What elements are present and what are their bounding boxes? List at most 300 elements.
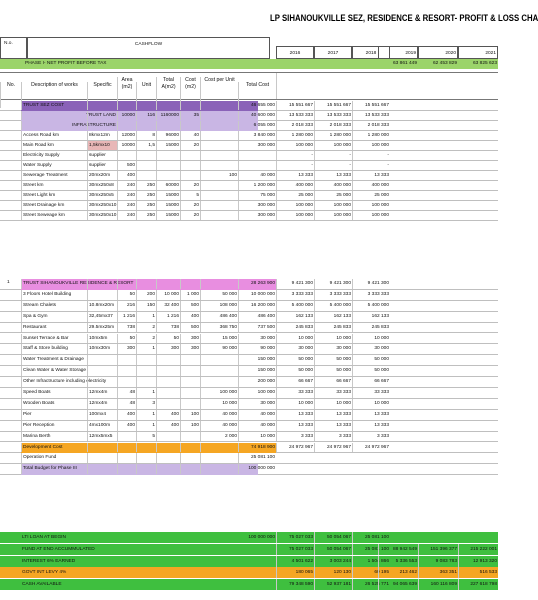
table-row bbox=[0, 377, 498, 388]
summary-label: INTEREST 6% EARNED bbox=[22, 558, 76, 564]
cell-cost bbox=[180, 464, 200, 474]
summary-year: 3 003 244 bbox=[314, 556, 352, 567]
phase-label: PHASE I- NET PROFIT BEFORE TAX bbox=[25, 61, 107, 66]
summary-year: 26 525 771 bbox=[352, 579, 390, 590]
summary-year: 5 336 553 bbox=[378, 556, 418, 567]
cell-unit bbox=[136, 464, 156, 474]
cell-cost: 20 bbox=[180, 211, 200, 220]
cell-ta: 15000 bbox=[156, 141, 180, 150]
cell-year: 162 133 bbox=[314, 312, 352, 322]
cell-year: 10 000 bbox=[352, 334, 390, 344]
cell-cpu bbox=[200, 141, 238, 150]
cell-area: 400 bbox=[117, 410, 136, 420]
cell-year: 100 000 bbox=[352, 201, 390, 210]
cell-year: 50 000 bbox=[314, 355, 352, 365]
cell-cost: 20 bbox=[180, 181, 200, 190]
cell-year: 3 333 333 bbox=[314, 290, 352, 300]
cell-tc: 486 400 bbox=[238, 312, 276, 322]
cell-area: 50 bbox=[117, 334, 136, 344]
cell-cost: 40 bbox=[180, 131, 200, 140]
cell-spec: 1,5kmx10 bbox=[87, 141, 117, 150]
cell-area bbox=[117, 101, 136, 110]
cell-year: 3 333 333 bbox=[352, 290, 390, 300]
cell-year: 50 000 bbox=[276, 366, 314, 376]
cell-year: - bbox=[314, 161, 352, 170]
cell-ta bbox=[156, 151, 180, 160]
cell-cpu bbox=[200, 151, 238, 160]
cell-ta: 50 bbox=[156, 334, 180, 344]
cell-unit: 150 bbox=[136, 301, 156, 311]
summary-label: LTI LOAN AT BEGIN bbox=[22, 535, 66, 540]
cell-year: 13 333 bbox=[352, 421, 390, 431]
year-label: 2021 bbox=[485, 51, 496, 56]
cell-year: 1 280 000 bbox=[314, 131, 352, 140]
cell-area bbox=[117, 464, 136, 474]
cell-year: 1 280 000 bbox=[276, 131, 314, 140]
table-row bbox=[0, 301, 498, 312]
cell-year: 100 000 bbox=[352, 141, 390, 150]
col-total-area: Total A(m2) bbox=[156, 77, 180, 103]
cell-year: 30 000 bbox=[352, 344, 390, 354]
cell-ta: 15000 bbox=[156, 211, 180, 220]
cell-tc: 1 200 000 bbox=[238, 181, 276, 190]
cell-year: 245 833 bbox=[352, 323, 390, 333]
cell-unit: 200 bbox=[136, 290, 156, 300]
row-description: 3 Floors Hotel Building bbox=[21, 290, 87, 300]
cell-spec: 12mx4m bbox=[87, 399, 117, 409]
table-row bbox=[0, 141, 498, 151]
cell-spec bbox=[87, 453, 117, 463]
sheet-title: LP SIHANOUKVILLE SEZ, RESIDENCE & RESORT- PROFIT & LOSS CHA bbox=[270, 13, 538, 24]
cell-year: 50 000 bbox=[352, 366, 390, 376]
summary-year: 60 195 bbox=[352, 567, 390, 578]
cell-unit bbox=[136, 377, 156, 387]
phase-value-2021: 63 825 623 bbox=[472, 61, 497, 66]
cell-unit: 1 bbox=[136, 312, 156, 322]
cell-year: - bbox=[276, 161, 314, 170]
cell-unit: 1 bbox=[136, 410, 156, 420]
cell-year: 13 333 bbox=[352, 410, 390, 420]
year-box bbox=[378, 46, 418, 59]
year-label: 2016 bbox=[289, 51, 301, 56]
cell-area: 48 bbox=[117, 399, 136, 409]
cell-cost: 35 bbox=[180, 111, 200, 120]
no-header: N.o. bbox=[4, 41, 13, 46]
cell-year: - bbox=[352, 151, 390, 160]
cell-year: 245 833 bbox=[314, 323, 352, 333]
cell-unit bbox=[136, 443, 156, 453]
cell-ta: 738 bbox=[156, 323, 180, 333]
cell-cost bbox=[180, 355, 200, 365]
summary-year: 50 054 067 bbox=[314, 544, 352, 555]
cell-ta bbox=[156, 121, 180, 130]
cell-cost: 1 000 bbox=[180, 290, 200, 300]
cell-unit bbox=[136, 355, 156, 365]
table-row bbox=[0, 161, 498, 171]
cell-area bbox=[117, 279, 136, 289]
cell-year: 30 000 bbox=[276, 344, 314, 354]
cashflow-header: CASHFLOW bbox=[134, 42, 163, 47]
cell-ta: 300 bbox=[156, 344, 180, 354]
cell-spec: 10.8mx20m bbox=[87, 301, 117, 311]
cell-cost bbox=[180, 171, 200, 180]
table-row bbox=[0, 344, 498, 355]
cell-cpu bbox=[200, 453, 238, 463]
cell-area bbox=[117, 121, 136, 130]
cell-year: 66 667 bbox=[276, 377, 314, 387]
cell-area bbox=[117, 366, 136, 376]
cell-tc: 300 000 bbox=[238, 201, 276, 210]
cell-tc: 300 000 bbox=[238, 211, 276, 220]
col-unit: Unit bbox=[136, 82, 156, 108]
cell-ta: 60000 bbox=[156, 181, 180, 190]
cell-spec bbox=[87, 121, 117, 130]
table-row bbox=[0, 323, 498, 334]
cell-year: 3 333 333 bbox=[276, 290, 314, 300]
cell-cost bbox=[180, 279, 200, 289]
row-description: Electricity Supply bbox=[21, 151, 87, 160]
summary-year: 180 065 bbox=[276, 567, 314, 578]
row-description: TRUST SEZ COST bbox=[21, 101, 221, 110]
cell-unit bbox=[136, 121, 156, 130]
summary-year: 79 348 590 bbox=[276, 579, 314, 590]
cell-spec bbox=[87, 101, 117, 110]
table-row bbox=[0, 191, 498, 201]
summary-label: CASH AVAILABLE bbox=[22, 582, 62, 588]
phase-row bbox=[0, 59, 498, 69]
cell-tc: 30 000 bbox=[238, 399, 276, 409]
cell-year: 24 972 967 bbox=[276, 443, 314, 453]
table-row bbox=[0, 355, 498, 366]
summary-total bbox=[238, 556, 276, 567]
cell-ta bbox=[156, 101, 180, 110]
cell-tc: 40 000 bbox=[238, 410, 276, 420]
cell-unit: 1 bbox=[136, 421, 156, 431]
cell-area: 240 bbox=[117, 201, 136, 210]
summary-row bbox=[0, 532, 498, 543]
cell-year: 2 018 333 bbox=[352, 121, 390, 130]
table-row bbox=[0, 432, 498, 443]
cell-cpu bbox=[200, 279, 238, 289]
cell-cost: 100 bbox=[180, 410, 200, 420]
cell-ta: 15000 bbox=[156, 191, 180, 200]
cell-area: 500 bbox=[117, 161, 136, 170]
cell-cpu bbox=[200, 121, 238, 130]
cell-cost: 300 bbox=[180, 334, 200, 344]
row-description: Marina Berth bbox=[21, 432, 87, 442]
cell-cpu bbox=[200, 211, 238, 220]
cell-cost bbox=[180, 161, 200, 170]
cell-unit: 3 bbox=[136, 399, 156, 409]
cell-unit: 8 bbox=[136, 131, 156, 140]
summary-year: 88 942 549 bbox=[378, 544, 418, 555]
cell-cost bbox=[180, 101, 200, 110]
row-description: Main Road km bbox=[21, 141, 87, 150]
cell-tc bbox=[238, 161, 276, 170]
cell-year: 5 400 000 bbox=[314, 301, 352, 311]
cell-cost bbox=[180, 453, 200, 463]
col-specific: Specific bbox=[87, 82, 117, 108]
cell-unit bbox=[136, 366, 156, 376]
year-label: 2020 bbox=[445, 51, 456, 56]
cell-year: 2 018 333 bbox=[314, 121, 352, 130]
cell-cpu: 108 000 bbox=[200, 301, 238, 311]
cell-ta bbox=[156, 161, 180, 170]
cell-year: 13 333 bbox=[276, 410, 314, 420]
cell-year: 25 000 bbox=[276, 191, 314, 200]
cell-cost bbox=[180, 399, 200, 409]
section2-no: 1 bbox=[7, 280, 10, 285]
row-description: Street Seweage km bbox=[21, 211, 87, 220]
summary-year: 9 083 783 bbox=[418, 556, 458, 567]
cell-cpu bbox=[200, 101, 238, 110]
cell-unit: 2 bbox=[136, 334, 156, 344]
cell-ta: 96000 bbox=[156, 131, 180, 140]
cell-ta bbox=[156, 355, 180, 365]
cell-area bbox=[117, 377, 136, 387]
cell-unit bbox=[136, 151, 156, 160]
cell-cpu: 40 000 bbox=[200, 421, 238, 431]
cell-cost bbox=[180, 121, 200, 130]
cell-cpu bbox=[200, 131, 238, 140]
row-description: Water Supply bbox=[21, 161, 87, 170]
cell-year: 100 000 bbox=[276, 141, 314, 150]
cell-year: 25 000 bbox=[352, 191, 390, 200]
cell-ta bbox=[156, 388, 180, 398]
cell-cpu: 2 000 bbox=[200, 432, 238, 442]
summary-row bbox=[0, 544, 498, 555]
cell-year: 50 000 bbox=[276, 355, 314, 365]
cell-ta: 1 216 bbox=[156, 312, 180, 322]
cell-cpu bbox=[200, 161, 238, 170]
cell-tc: 150 000 bbox=[238, 355, 276, 365]
cell-tc: 737 500 bbox=[238, 323, 276, 333]
cell-year: 33 333 bbox=[352, 388, 390, 398]
cell-tc: 100 000 000 bbox=[238, 464, 276, 474]
cell-ta bbox=[156, 171, 180, 180]
cell-tc: 28 263 900 bbox=[238, 279, 276, 289]
table-row bbox=[0, 151, 498, 161]
cell-year: 13 533 333 bbox=[314, 111, 352, 120]
cell-cpu bbox=[200, 377, 238, 387]
table-row bbox=[0, 366, 498, 377]
table-row bbox=[0, 464, 498, 475]
cell-year: 100 000 bbox=[276, 201, 314, 210]
cell-year: 66 667 bbox=[314, 377, 352, 387]
cell-spec: 32,45mx37 bbox=[87, 312, 117, 322]
cell-tc: 75 000 bbox=[238, 191, 276, 200]
summary-year: 120 130 bbox=[314, 567, 352, 578]
col-no: No. bbox=[0, 82, 21, 108]
cell-ta: 10 000 bbox=[156, 290, 180, 300]
row-description: Spa & Gym bbox=[21, 312, 87, 322]
cell-year: 15 551 667 bbox=[314, 101, 352, 110]
summary-label: FUND AT END ACCUMMULATED bbox=[22, 546, 95, 552]
summary-row bbox=[0, 556, 498, 567]
cell-cost bbox=[180, 432, 200, 442]
cell-year: 5 400 000 bbox=[276, 301, 314, 311]
row-description: Pier bbox=[21, 410, 87, 420]
table-row bbox=[0, 121, 498, 131]
cell-cost: 20 bbox=[180, 201, 200, 210]
cell-spec: 30mx250x10 bbox=[89, 213, 117, 218]
cell-year: 25 000 bbox=[314, 191, 352, 200]
row-description: Clean Water & Water Storage bbox=[21, 366, 221, 376]
cell-spec: 10mx30m bbox=[87, 344, 117, 354]
cell-year: 3 333 bbox=[352, 432, 390, 442]
cell-year: 24 972 967 bbox=[352, 443, 390, 453]
cell-ta: 400 bbox=[156, 410, 180, 420]
cell-spec bbox=[87, 377, 117, 387]
cell-tc: 40 000 bbox=[238, 171, 276, 180]
cell-unit: 116 bbox=[136, 111, 156, 120]
cell-area: 216 bbox=[117, 301, 136, 311]
cell-tc: 90 000 bbox=[238, 344, 276, 354]
cell-year: 162 133 bbox=[276, 312, 314, 322]
cell-cost bbox=[180, 377, 200, 387]
cell-year: 13 533 333 bbox=[352, 111, 390, 120]
cell-unit: 1 bbox=[136, 388, 156, 398]
cell-year: 10 000 bbox=[276, 334, 314, 344]
cell-cost bbox=[180, 151, 200, 160]
cell-spec: 100mx4 bbox=[87, 410, 117, 420]
summary-year: 75 027 033 bbox=[276, 532, 314, 543]
cell-tc: 16 200 000 bbox=[238, 301, 276, 311]
cell-cpu: 50 000 bbox=[200, 290, 238, 300]
table-row bbox=[0, 211, 498, 221]
cell-year: 100 000 bbox=[314, 141, 352, 150]
cell-ta bbox=[156, 453, 180, 463]
cell-year: 100 000 bbox=[314, 211, 352, 220]
cell-cpu bbox=[200, 181, 238, 190]
cell-year: 24 972 967 bbox=[314, 443, 352, 453]
cell-unit: 5 bbox=[136, 432, 156, 442]
cell-year: 30 000 bbox=[314, 344, 352, 354]
cell-year: 13 333 bbox=[276, 171, 314, 180]
year-box bbox=[458, 46, 498, 59]
cell-area: 240 bbox=[117, 211, 136, 220]
col-sep bbox=[276, 73, 277, 99]
cell-cpu bbox=[200, 201, 238, 210]
summary-year: 25 081 100 bbox=[352, 544, 390, 555]
cell-tc: 46 655 000 bbox=[238, 101, 276, 110]
summary-year: 160 116 809 bbox=[418, 579, 458, 590]
cell-spec bbox=[87, 464, 117, 474]
row-description: Access Road km bbox=[21, 131, 87, 140]
summary-year: 12 913 320 bbox=[458, 556, 498, 567]
cell-tc: 10 000 bbox=[238, 432, 276, 442]
year-box bbox=[276, 46, 314, 59]
cell-unit bbox=[136, 171, 156, 180]
cell-year: 13 333 bbox=[352, 171, 390, 180]
cell-area: 240 bbox=[117, 191, 136, 200]
col-total-cost: Total Cost bbox=[238, 82, 276, 108]
row-description: Stream Chalets bbox=[21, 301, 87, 311]
row-description: Other Infractructure including electricity bbox=[21, 377, 221, 387]
cell-unit bbox=[136, 453, 156, 463]
cell-tc: 10 000 000 bbox=[238, 290, 276, 300]
cell-year: 100 000 bbox=[276, 211, 314, 220]
table-row bbox=[0, 443, 498, 454]
column-header-row bbox=[0, 72, 498, 100]
summary-year: 213 462 bbox=[378, 567, 418, 578]
cell-year: - bbox=[352, 161, 390, 170]
row-description: Operation Fund bbox=[21, 453, 221, 463]
summary-row bbox=[0, 579, 498, 590]
table-row bbox=[0, 334, 498, 345]
cell-ta: 400 bbox=[156, 421, 180, 431]
row-description: Pier Reception bbox=[21, 421, 87, 431]
table-row bbox=[0, 201, 498, 211]
cell-spec: 20mx20m bbox=[87, 171, 117, 180]
cell-cpu: 486 400 bbox=[200, 312, 238, 322]
row-description: Street Light km bbox=[21, 191, 87, 200]
cell-year: 100 000 bbox=[314, 201, 352, 210]
cell-year: 100 000 bbox=[352, 211, 390, 220]
cell-tc: 74 918 900 bbox=[238, 443, 276, 453]
cell-spec bbox=[87, 279, 117, 289]
col-desc: Description of works bbox=[21, 82, 87, 108]
cell-year: 10 000 bbox=[314, 334, 352, 344]
cell-cpu: 368 750 bbox=[200, 323, 238, 333]
cell-cpu: 100 bbox=[200, 171, 238, 180]
cell-cost: 100 bbox=[180, 421, 200, 431]
cell-cpu: 10 000 bbox=[200, 399, 238, 409]
cell-year: 66 667 bbox=[352, 377, 390, 387]
summary-year: 4 501 622 bbox=[276, 556, 314, 567]
cell-unit: 1 bbox=[136, 344, 156, 354]
year-label: 2018 bbox=[365, 51, 377, 56]
phase-value-2020: 62 453 829 bbox=[432, 61, 457, 66]
cell-area: 1 216 bbox=[117, 312, 136, 322]
cell-cost: 500 bbox=[180, 301, 200, 311]
cell-spec: 10mx5m bbox=[87, 334, 117, 344]
summary-year: 1 504 866 bbox=[352, 556, 390, 567]
cell-spec bbox=[87, 111, 117, 120]
cell-area bbox=[117, 151, 136, 160]
cell-cpu: 40 000 bbox=[200, 410, 238, 420]
cell-ta bbox=[156, 432, 180, 442]
cell-tc: 100 000 bbox=[238, 388, 276, 398]
cell-area bbox=[117, 432, 136, 442]
cell-cost: 500 bbox=[180, 323, 200, 333]
cell-year: 13 533 333 bbox=[276, 111, 314, 120]
cell-year: 400 000 bbox=[276, 181, 314, 190]
cell-year: 400 000 bbox=[352, 181, 390, 190]
cashflow-header-box bbox=[27, 37, 270, 59]
summary-year: 25 081 100 bbox=[352, 532, 390, 543]
cell-spec: 29.5mx25m bbox=[87, 323, 117, 333]
cell-cost bbox=[180, 388, 200, 398]
cell-spec: 12mx4m bbox=[87, 388, 117, 398]
summary-total bbox=[238, 567, 276, 578]
cell-area bbox=[117, 443, 136, 453]
cell-unit: 1,5 bbox=[136, 141, 156, 150]
cell-spec: supplier bbox=[87, 151, 117, 160]
row-description: Water Treatment & Drainage bbox=[21, 355, 221, 365]
cell-area: 400 bbox=[117, 171, 136, 180]
cell-area: 50 bbox=[117, 290, 136, 300]
row-description: Sunset Terrace & Bar bbox=[21, 334, 87, 344]
cell-year: 3 333 bbox=[276, 432, 314, 442]
row-description: Staff & Store building bbox=[21, 344, 87, 354]
cell-area: 12000 bbox=[117, 131, 136, 140]
cell-cost bbox=[180, 366, 200, 376]
table-row bbox=[0, 290, 498, 301]
cell-year: 162 133 bbox=[352, 312, 390, 322]
cell-unit bbox=[136, 101, 156, 110]
cell-ta: 32 400 bbox=[156, 301, 180, 311]
